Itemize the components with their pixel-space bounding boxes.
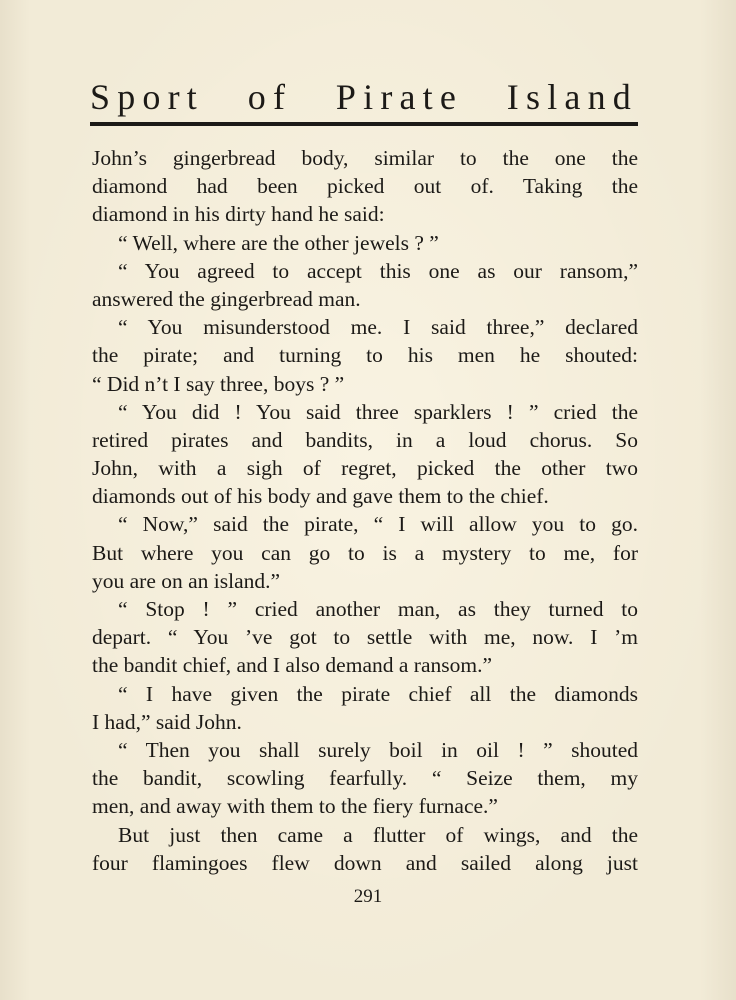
text-line: I had,” said John. <box>92 709 242 734</box>
text-line: you are on an island.” <box>92 568 281 593</box>
text-line: the bandit chief, and I also demand a ransom.” <box>92 653 492 678</box>
text-line: But just then came a flutter of wings, and the <box>118 822 638 847</box>
text-line: “ Well, where are the other jewels ? ” <box>118 230 439 255</box>
text-line: retired pirates and bandits, in a loud chorus. So <box>92 427 638 452</box>
text-line: four flamingoes flew down and sailed along just <box>92 850 638 875</box>
text-line: “ Did n’t I say three, boys ? ” <box>92 371 345 396</box>
text-line: “ Stop ! ” cried another man, as they turned to <box>118 597 638 621</box>
text-line: the bandit, scowling fearfully. “ Seize them, my <box>92 766 638 791</box>
text-line: diamond had been picked out of. Taking the <box>92 174 638 199</box>
text-line: John, with a sigh of regret, picked the other two <box>92 456 638 481</box>
text-line: “ You misunderstood me. I said three,” declared <box>118 315 638 340</box>
text-line: “ You did ! You said three sparklers ! ” cried the <box>118 399 638 424</box>
text-line: the pirate; and turning to his men he shouted: <box>92 343 638 368</box>
text-line: “ You agreed to accept this one as our ransom,” <box>118 258 638 283</box>
text-line: men, and away with them to the fiery furnace.” <box>92 794 498 819</box>
text-line: But where you can go to is a mystery to me, for <box>92 540 638 565</box>
head-rule <box>90 122 638 126</box>
running-head: Sport of Pirate Island <box>90 77 638 117</box>
text-line: “ I have given the pirate chief all the diamonds <box>118 681 638 706</box>
body-text <box>92 144 638 877</box>
text-line: diamonds out of his body and gave them to the chief. <box>92 484 549 509</box>
text-line: “ Now,” said the pirate, “ I will allow you to go. <box>118 512 638 537</box>
text-line: answered the gingerbread man. <box>92 286 361 311</box>
text-line: John’s gingerbread body, similar to the one the <box>92 146 638 170</box>
text-line: “ Then you shall surely boil in oil ! ” shouted <box>118 737 638 762</box>
text-line: diamond in his dirty hand he said: <box>92 202 385 227</box>
text-line: depart. “ You ’ve got to settle with me, now. I ’m <box>92 625 638 650</box>
page-number: 291 <box>353 886 383 907</box>
